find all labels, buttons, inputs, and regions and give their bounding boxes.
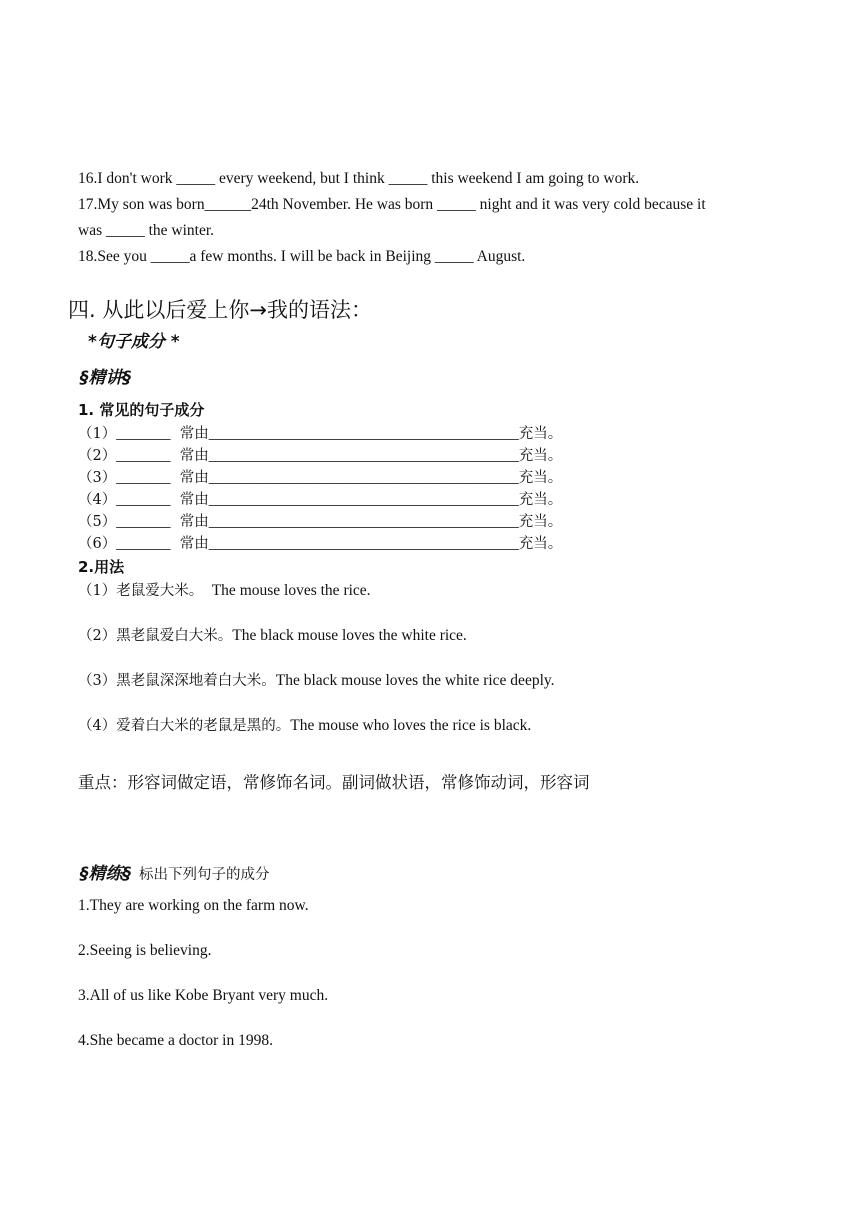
long-blank-line: ________________________________________ (208, 425, 519, 442)
usage-english: The mouse who loves the rice is black. (290, 717, 532, 734)
fill-row (78, 466, 562, 487)
jinglian-instruction: 标出下列句子的成分 (139, 867, 270, 883)
long-blank-line: ________________________________________ (208, 513, 519, 530)
blank-line: _______ (116, 469, 171, 486)
exercise-text: was _____ the winter. (78, 222, 215, 239)
part2-title: 2.用法 (78, 558, 125, 576)
jinglian-label: §精练§ (80, 864, 131, 884)
row-end: 充当。 (518, 448, 563, 464)
row-end: 充当。 (518, 514, 563, 530)
row-number: （3） (78, 470, 117, 486)
long-blank-line: ________________________________________ (208, 447, 519, 464)
exercise-number: 17. (78, 196, 98, 213)
row-text: 常由 (179, 536, 209, 552)
usage-number: （1） (78, 583, 117, 599)
part1-title: 1. 常见的句子成分 (78, 401, 205, 419)
row-number: （2） (78, 448, 117, 464)
row-number: （4） (78, 492, 117, 508)
fill-row (78, 532, 562, 553)
usage-number: （2） (78, 628, 117, 644)
usage-chinese: 爱着白大米的老鼠是黑的。 (116, 718, 291, 734)
blank-line: _______ (116, 513, 171, 530)
long-blank-line: ________________________________________ (208, 469, 519, 486)
usage-item (78, 579, 371, 600)
usage-english: The black mouse loves the white rice deeply. (275, 672, 555, 689)
usage-item (78, 624, 467, 645)
row-number: （6） (78, 536, 117, 552)
blank-line: _______ (116, 425, 171, 442)
row-end: 充当。 (518, 426, 563, 442)
usage-number: （4） (78, 718, 117, 734)
practice-sentence: 4.She became a doctor in 1998. (78, 1032, 273, 1049)
fill-row (78, 422, 562, 443)
usage-chinese: 老鼠爱大米。 (116, 583, 204, 599)
row-text: 常由 (179, 470, 209, 486)
jinglian-heading (80, 859, 270, 884)
practice-sentence: 1.They are working on the farm now. (78, 897, 309, 914)
blank-line: _______ (116, 535, 171, 552)
usage-number: （3） (78, 673, 117, 689)
practice-sentence: 3.All of us like Kobe Bryant very much. (78, 987, 329, 1004)
section-title: 四. 从此以后爱上你→我的语法： (68, 298, 372, 322)
blank-line: _______ (116, 491, 171, 508)
fill-row (78, 510, 562, 531)
usage-chinese: 黑老鼠爱白大米。 (116, 628, 233, 644)
jingjiang-heading: §精讲§ (80, 368, 131, 388)
fill-row (78, 444, 562, 465)
exercise-number: 16. (78, 170, 98, 187)
row-end: 充当。 (518, 470, 563, 486)
row-end: 充当。 (518, 492, 563, 508)
exercise-text: My son was born______24th November. He was born _____ night and it was very cold because it (97, 196, 706, 213)
exercise-17 (78, 196, 706, 214)
row-text: 常由 (179, 514, 209, 530)
usage-chinese: 黑老鼠深深地着白大米。 (116, 673, 276, 689)
exercise-number: 18. (78, 248, 98, 265)
fill-row (78, 488, 562, 509)
exercise-text: See you _____a few months. I will be back in Beijing _____ August. (97, 248, 526, 265)
exercise-16 (78, 170, 639, 188)
practice-sentence: 2.Seeing is believing. (78, 942, 212, 959)
exercise-17-continued (78, 222, 214, 240)
topic-title: *句子成分 * (88, 332, 180, 352)
long-blank-line: ________________________________________ (208, 491, 519, 508)
usage-english: The mouse loves the rice. (207, 582, 371, 599)
row-number: （1） (78, 426, 117, 442)
row-text: 常由 (179, 448, 209, 464)
blank-line: _______ (116, 447, 171, 464)
long-blank-line: ________________________________________ (208, 535, 519, 552)
exercise-text: I don't work _____ every weekend, but I think _____ this weekend I am going to work. (97, 170, 640, 187)
usage-item (78, 669, 555, 690)
usage-item (78, 714, 531, 735)
key-point: 重点：形容词做定语，常修饰名词。副词做状语，常修饰动词，形容词 (78, 773, 590, 792)
usage-english: The black mouse loves the white rice. (232, 627, 467, 644)
row-end: 充当。 (518, 536, 563, 552)
exercise-18 (78, 248, 525, 266)
row-text: 常由 (179, 492, 209, 508)
row-number: （5） (78, 514, 117, 530)
row-text: 常由 (179, 426, 209, 442)
